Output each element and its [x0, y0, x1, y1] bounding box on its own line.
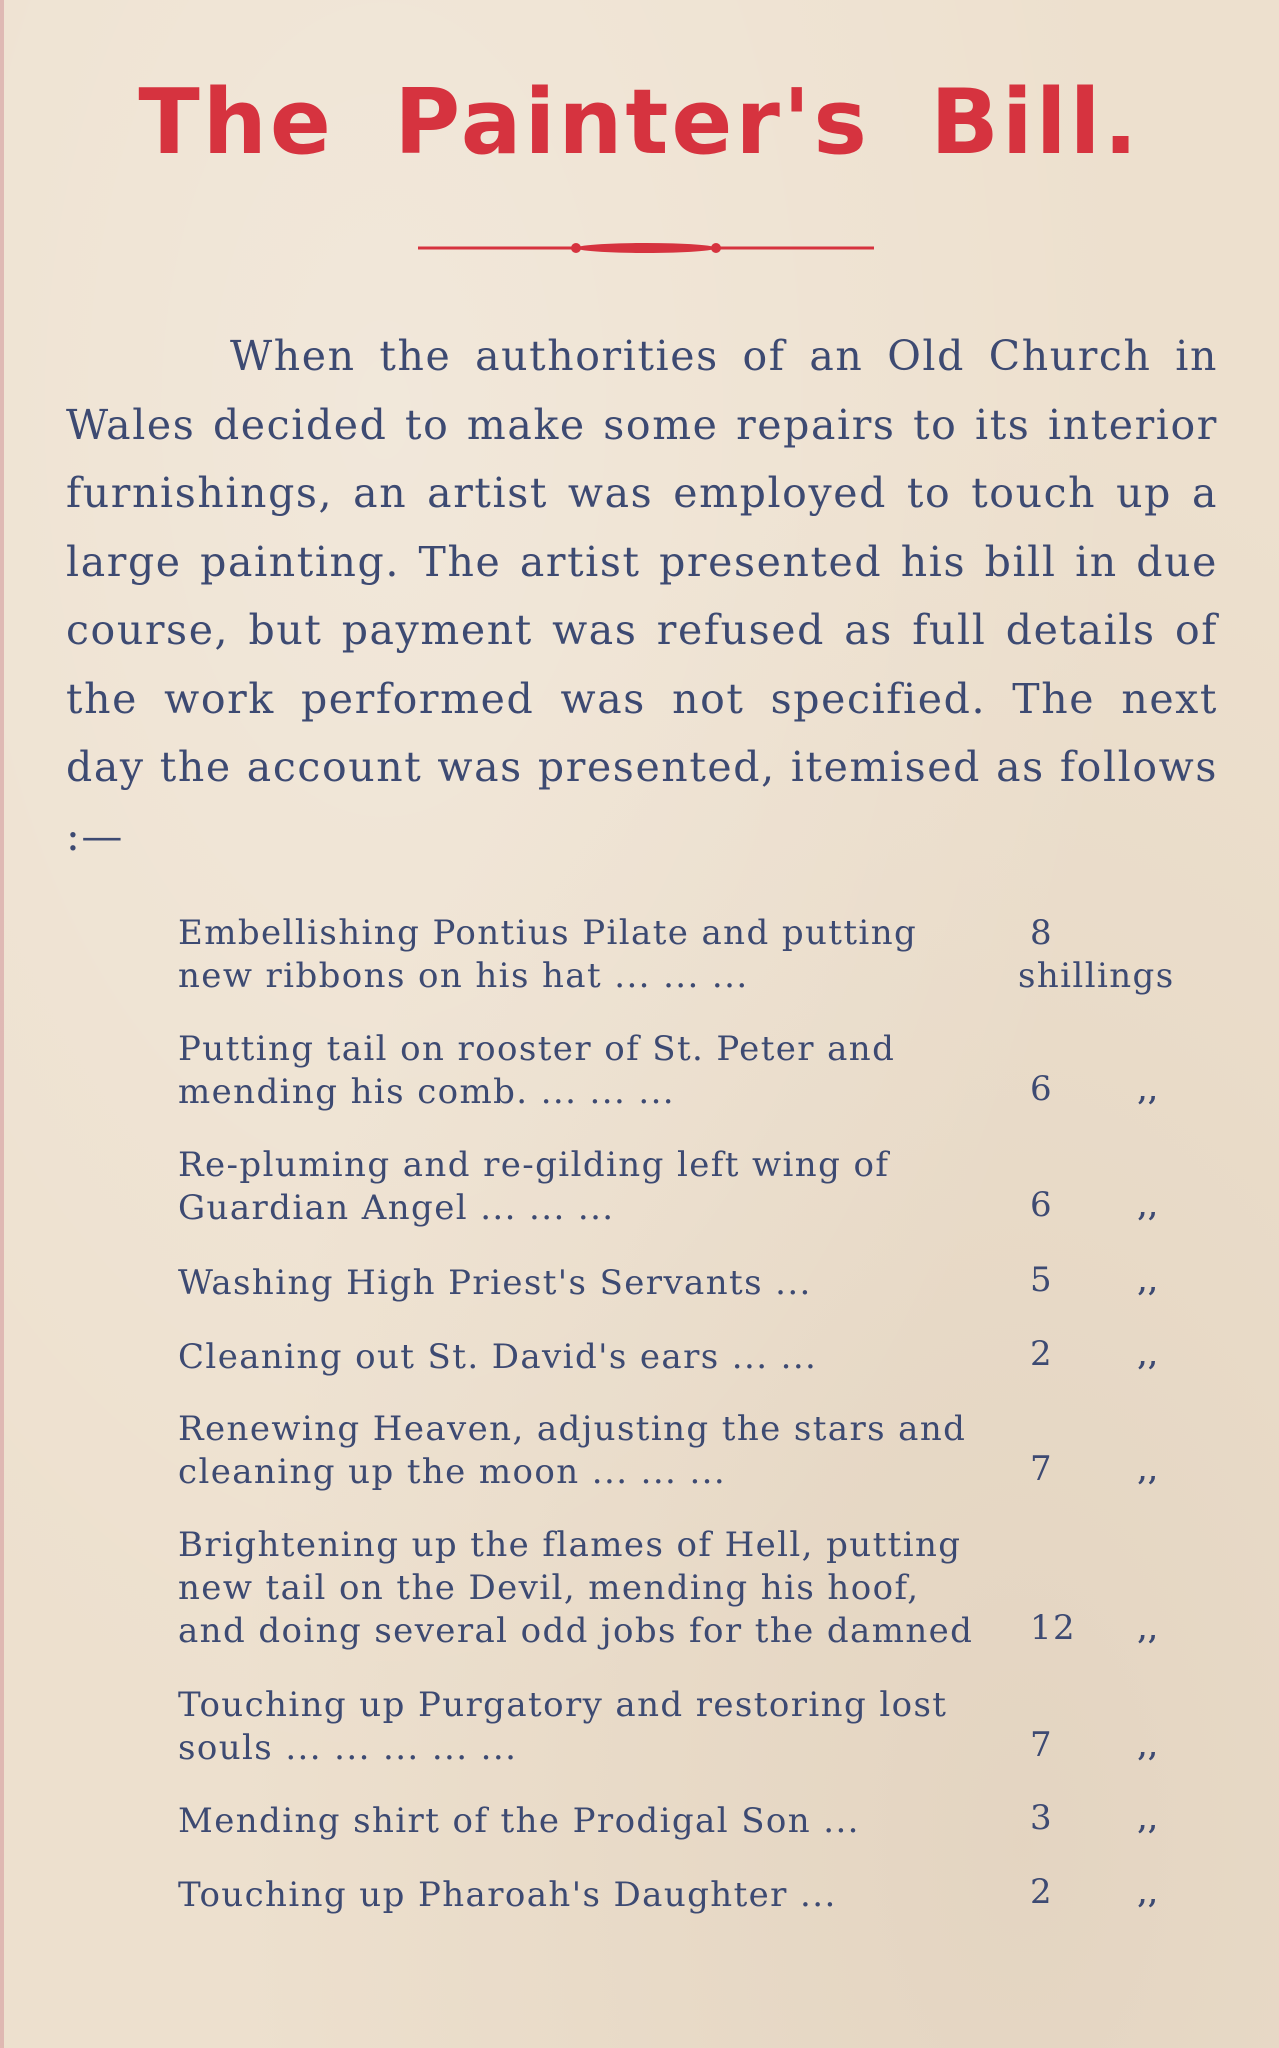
item-description: Re-pluming and re-gilding left wing of Guardian Angel ... ... ... [178, 1145, 890, 1228]
item-description: Mending shirt of the Prodigal Son ... [178, 1801, 860, 1841]
ditto-mark: ,, [1138, 1733, 1159, 1763]
bill-item [178, 1874, 1238, 1917]
item-description: Brightening up the flames of Hell, putting new tail on the Devil, mending his hoof, and doing several odd jobs for the damned [178, 1525, 974, 1651]
item-description: Washing High Priest's Servants ... [178, 1263, 812, 1303]
amount-value: 2 [1030, 1872, 1054, 1912]
ditto-mark: ,, [1138, 1193, 1159, 1223]
ditto-mark: ,, [1138, 1268, 1159, 1298]
item-amount [1018, 1797, 1238, 1843]
ditto-mark: ,, [1138, 1342, 1159, 1372]
ditto-mark: ,, [1138, 1616, 1159, 1646]
bill-item [178, 1524, 1238, 1653]
item-amount [1018, 912, 1238, 998]
item-amount [1018, 1259, 1238, 1305]
item-description: Cleaning out St. David's ears ... ... [178, 1337, 818, 1377]
item-description: Touching up Pharoah's Daughter ... [178, 1875, 837, 1915]
ditto-mark: ,, [1138, 1457, 1159, 1487]
amount-value: 5 [1030, 1260, 1054, 1300]
bill-item [178, 1684, 1238, 1770]
bill-item [178, 1408, 1238, 1494]
bill-item [178, 1262, 1238, 1305]
amount-value: 2 [1030, 1334, 1054, 1374]
document-title: The Painter's Bill. [138, 70, 1141, 175]
bill-item [178, 912, 1238, 998]
ditto-mark: ,, [1138, 1806, 1159, 1836]
amount-value: 3 [1030, 1798, 1054, 1838]
item-amount [1018, 1724, 1238, 1770]
amount-value: 12 [1030, 1608, 1077, 1648]
bill-item [178, 1800, 1238, 1843]
item-amount [1018, 1871, 1238, 1917]
item-description: Putting tail on rooster of St. Peter and mending his comb. ... ... ... [178, 1029, 896, 1112]
amount-value: 7 [1030, 1449, 1054, 1489]
amount-value: 7 [1030, 1725, 1054, 1765]
item-amount [1018, 1333, 1238, 1379]
intro-paragraph: When the authorities of an Old Church in Wales decided to make some repairs to its interior furnishings, an artist was employed to touch up a large painting. The artist presented his bill in due course, but payment was refused as full details of the work performed was not specified. The next day the account was presented, itemised as follows :— [66, 332, 1218, 860]
amount-unit: shillings [1018, 956, 1175, 996]
bill-item [178, 1144, 1238, 1230]
ditto-mark: ,, [1138, 1077, 1159, 1107]
ditto-mark: ,, [1138, 1880, 1159, 1910]
amount-value: 6 [1030, 1185, 1054, 1225]
item-amount [1018, 1448, 1238, 1494]
amount-value: 6 [1030, 1069, 1054, 1109]
item-description: Embellishing Pontius Pilate and putting new ribbons on his hat ... ... ... [178, 913, 918, 996]
amount-value: 8 [1030, 913, 1054, 953]
item-amount [1018, 1607, 1238, 1653]
item-description: Renewing Heaven, adjusting the stars and cleaning up the moon ... ... ... [178, 1409, 967, 1492]
item-amount [1018, 1068, 1238, 1114]
item-description: Touching up Purgatory and restoring lost souls ... ... ... ... ... [178, 1685, 948, 1768]
item-amount [1018, 1184, 1238, 1230]
bill-item [178, 1028, 1238, 1114]
bill-item [178, 1336, 1238, 1379]
